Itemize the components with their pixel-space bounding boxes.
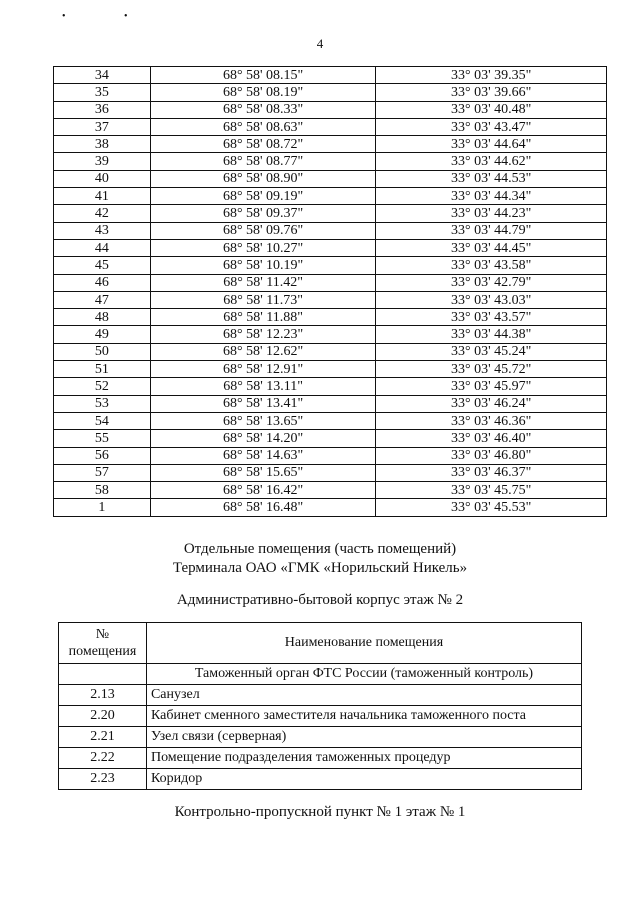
coordinate-row — [54, 378, 607, 395]
longitude-cell: 33° 03' 44.23" — [376, 205, 607, 222]
col-number-line1: № — [95, 627, 110, 642]
longitude-cell: 33° 03' 45.75" — [376, 482, 607, 499]
longitude-cell: 33° 03' 45.72" — [376, 361, 607, 378]
point-number: 39 — [54, 153, 151, 170]
latitude-cell: 68° 58' 13.41" — [150, 395, 376, 412]
building-title: Административно-бытовой корпус этаж № 2 — [176, 592, 464, 608]
latitude-cell: 68° 58' 12.23" — [150, 326, 376, 343]
col-name-header: Наименование помещения — [146, 623, 581, 664]
section-title-line1: Отдельные помещения (часть помещений) — [183, 541, 457, 557]
point-number: 36 — [54, 101, 151, 118]
point-number: 53 — [54, 395, 151, 412]
point-number: 42 — [54, 205, 151, 222]
room-name: Узел связи (серверная) — [146, 727, 581, 748]
section-title-line2: Терминала ОАО «ГМК «Норильский Никель» — [172, 560, 468, 576]
longitude-cell: 33° 03' 46.37" — [376, 464, 607, 481]
coordinate-row — [54, 257, 607, 274]
point-number: 55 — [54, 430, 151, 447]
coordinate-row — [54, 430, 607, 447]
longitude-cell: 33° 03' 44.53" — [376, 170, 607, 187]
coordinate-row — [54, 395, 607, 412]
latitude-cell: 68° 58' 08.15" — [150, 67, 376, 84]
room-row — [59, 685, 582, 706]
longitude-cell: 33° 03' 44.38" — [376, 326, 607, 343]
latitude-cell: 68° 58' 11.42" — [150, 274, 376, 291]
coordinates-table — [53, 66, 607, 517]
room-number: 2.22 — [59, 748, 147, 769]
point-number: 51 — [54, 361, 151, 378]
point-number: 52 — [54, 378, 151, 395]
longitude-cell: 33° 03' 40.48" — [376, 101, 607, 118]
longitude-cell: 33° 03' 42.79" — [376, 274, 607, 291]
coordinate-row — [54, 274, 607, 291]
coordinate-row — [54, 482, 607, 499]
coordinate-row — [54, 309, 607, 326]
latitude-cell: 68° 58' 13.11" — [150, 378, 376, 395]
point-number: 34 — [54, 67, 151, 84]
room-row — [59, 769, 582, 790]
point-number: 50 — [54, 343, 151, 360]
longitude-cell: 33° 03' 43.58" — [376, 257, 607, 274]
longitude-cell: 33° 03' 45.97" — [376, 378, 607, 395]
scan-marks: • • — [62, 11, 156, 22]
room-row — [59, 727, 582, 748]
room-name: Коридор — [146, 769, 581, 790]
rooms-header-row — [59, 623, 582, 664]
point-number: 48 — [54, 309, 151, 326]
longitude-cell: 33° 03' 43.47" — [376, 118, 607, 135]
longitude-cell: 33° 03' 46.80" — [376, 447, 607, 464]
point-number: 40 — [54, 170, 151, 187]
room-row — [59, 748, 582, 769]
coordinate-row — [54, 84, 607, 101]
room-number: 2.20 — [59, 706, 147, 727]
longitude-cell: 33° 03' 44.45" — [376, 239, 607, 256]
room-name: Санузел — [146, 685, 581, 706]
room-row — [59, 706, 582, 727]
point-number: 38 — [54, 136, 151, 153]
room-number: 2.13 — [59, 685, 147, 706]
longitude-cell: 33° 03' 46.40" — [376, 430, 607, 447]
longitude-cell: 33° 03' 44.34" — [376, 188, 607, 205]
latitude-cell: 68° 58' 08.33" — [150, 101, 376, 118]
coordinate-row — [54, 101, 607, 118]
room-number: 2.23 — [59, 769, 147, 790]
latitude-cell: 68° 58' 14.63" — [150, 447, 376, 464]
coordinate-row — [54, 343, 607, 360]
latitude-cell: 68° 58' 08.63" — [150, 118, 376, 135]
room-number: 2.21 — [59, 727, 147, 748]
point-number: 49 — [54, 326, 151, 343]
coordinate-row — [54, 291, 607, 308]
coordinate-row — [54, 412, 607, 429]
coordinate-row — [54, 188, 607, 205]
group-row — [59, 664, 582, 685]
col-number-header — [59, 623, 147, 664]
coordinate-row — [54, 153, 607, 170]
latitude-cell: 68° 58' 16.48" — [150, 499, 376, 516]
latitude-cell: 68° 58' 08.19" — [150, 84, 376, 101]
longitude-cell: 33° 03' 44.62" — [376, 153, 607, 170]
room-name: Помещение подразделения таможенных процедур — [146, 748, 581, 769]
longitude-cell: 33° 03' 45.53" — [376, 499, 607, 516]
longitude-cell: 33° 03' 44.79" — [376, 222, 607, 239]
longitude-cell: 33° 03' 43.03" — [376, 291, 607, 308]
point-number: 54 — [54, 412, 151, 429]
latitude-cell: 68° 58' 11.73" — [150, 291, 376, 308]
latitude-cell: 68° 58' 12.91" — [150, 361, 376, 378]
point-number: 57 — [54, 464, 151, 481]
coordinate-row — [54, 447, 607, 464]
longitude-cell: 33° 03' 39.66" — [376, 84, 607, 101]
point-number: 46 — [54, 274, 151, 291]
latitude-cell: 68° 58' 12.62" — [150, 343, 376, 360]
coordinate-row — [54, 118, 607, 135]
latitude-cell: 68° 58' 08.72" — [150, 136, 376, 153]
latitude-cell: 68° 58' 11.88" — [150, 309, 376, 326]
latitude-cell: 68° 58' 10.27" — [150, 239, 376, 256]
coordinate-row — [54, 67, 607, 84]
page-number: 4 — [316, 36, 324, 51]
coordinate-row — [54, 239, 607, 256]
longitude-cell: 33° 03' 46.36" — [376, 412, 607, 429]
point-number: 45 — [54, 257, 151, 274]
coordinate-row — [54, 464, 607, 481]
group-empty-cell — [59, 664, 147, 685]
coordinate-row — [54, 361, 607, 378]
footer-title: Контрольно-пропускной пункт № 1 этаж № 1 — [174, 804, 466, 820]
longitude-cell: 33° 03' 44.64" — [376, 136, 607, 153]
coordinate-row — [54, 326, 607, 343]
latitude-cell: 68° 58' 09.19" — [150, 188, 376, 205]
latitude-cell: 68° 58' 13.65" — [150, 412, 376, 429]
coordinate-row — [54, 136, 607, 153]
col-number-line2: помещения — [68, 644, 137, 659]
point-number: 1 — [54, 499, 151, 516]
longitude-cell: 33° 03' 39.35" — [376, 67, 607, 84]
latitude-cell: 68° 58' 14.20" — [150, 430, 376, 447]
latitude-cell: 68° 58' 15.65" — [150, 464, 376, 481]
longitude-cell: 33° 03' 46.24" — [376, 395, 607, 412]
point-number: 37 — [54, 118, 151, 135]
latitude-cell: 68° 58' 16.42" — [150, 482, 376, 499]
latitude-cell: 68° 58' 08.90" — [150, 170, 376, 187]
point-number: 47 — [54, 291, 151, 308]
point-number: 44 — [54, 239, 151, 256]
point-number: 58 — [54, 482, 151, 499]
rooms-table — [58, 622, 582, 790]
coordinate-row — [54, 222, 607, 239]
point-number: 35 — [54, 84, 151, 101]
latitude-cell: 68° 58' 10.19" — [150, 257, 376, 274]
latitude-cell: 68° 58' 09.37" — [150, 205, 376, 222]
point-number: 41 — [54, 188, 151, 205]
latitude-cell: 68° 58' 09.76" — [150, 222, 376, 239]
longitude-cell: 33° 03' 45.24" — [376, 343, 607, 360]
coordinate-row — [54, 170, 607, 187]
longitude-cell: 33° 03' 43.57" — [376, 309, 607, 326]
point-number: 43 — [54, 222, 151, 239]
coordinate-row — [54, 205, 607, 222]
point-number: 56 — [54, 447, 151, 464]
room-name: Кабинет сменного заместителя начальника таможенного поста — [146, 706, 581, 727]
group-label: Таможенный орган ФТС России (таможенный контроль) — [146, 664, 581, 685]
coordinate-row — [54, 499, 607, 516]
latitude-cell: 68° 58' 08.77" — [150, 153, 376, 170]
